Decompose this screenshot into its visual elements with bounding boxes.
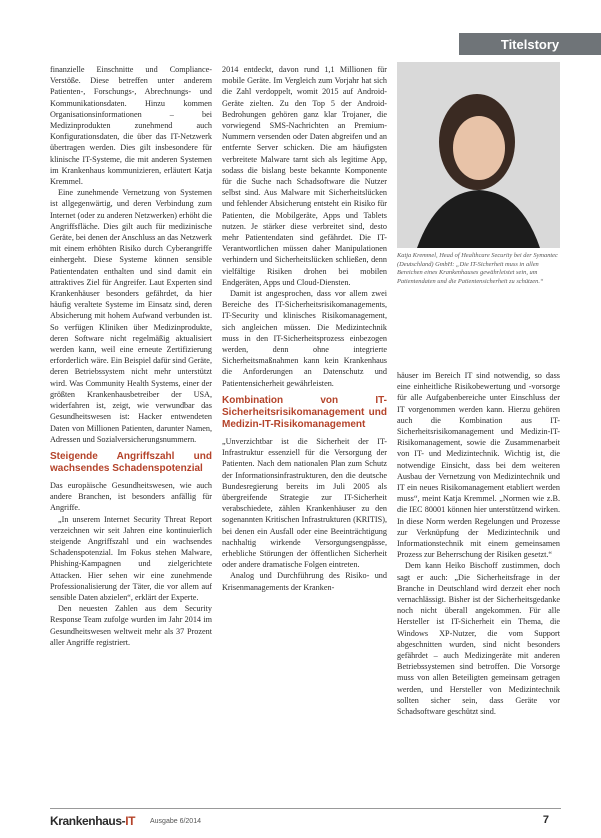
photo-caption: Katja Kremmel, Head of Healthcare Security bei der Symantec (Deutschland) GmbH: „Die IT-Sicherheit muss in allen Bereichen eines Krankenhauses gewährleistet sein, um Patientendaten und die Patientensicherheit zu schützen.“ xyxy=(397,252,558,285)
paragraph: Dem kann Heiko Bischoff zustimmen, doch sagt er auch: „Die Sicherheitsfrage in der Branche in Deutschland wird derzeit eher noch vernachlässigt. Bisher ist der Sicherheitsgedanke noch nicht überall angekommen. Für alle Hersteller ist IT-Sicherheit ein Thema, die Windows XP-Nutzer, die vom Support abgeschnitten wurden, sind nicht besonders gefährdet – auch Medizingeräte mit anderen Betriebssystemen sind betroffen. Die Vorsorge muss von allen Beteiligten gemeinsam getragen werden, und Hersteller von Medizintechnik sollten sicher sein, dass Geräte vor Schadsoftware geschützt sind. xyxy=(397,561,560,717)
portrait-photo xyxy=(397,62,560,248)
page-number: 7 xyxy=(542,814,549,826)
paragraph: häuser im Bereich IT sind notwendig, so dass eine einheitliche Risikobewertung und -vorsorge für alle Aufgabenbereiche unter Einschluss der IT vorgenommen werden kann. Hierzu gehören auch die Kombination aus IT-Sicherheitsrisikomanagement und Medizin-IT-Risikomanagement, sowie die Zusammenarbeit von IT- und Medizintechnik. Wichtig ist, die notwendige Einsicht, dass bei dem weiteren Ausbau der Vernetzung von Medizintechnik und IT ein neues Risikomanagement etabliert werden muss“, meint Katja Kremmel. „Normen wie z.B. die IEC 80001 können hier unterstützend wirken. In diese Norm werden Regelungen und Prozesse zur Verknüpfung der Medizintechnik und Informationstechnik mit einem gemeinsamen Prozess zur Beherrschung der Risiken gesetzt.“ xyxy=(397,371,560,560)
logo-text: Krankenhaus- xyxy=(50,814,126,828)
issue-label: Ausgabe 6/2014 xyxy=(150,818,201,825)
magazine-logo xyxy=(50,814,135,828)
paragraph: Das europäische Gesundheitswesen, wie auch andere Branchen, ist besonders anfällig für Angriffe. xyxy=(50,480,212,513)
portrait-image xyxy=(397,62,560,248)
paragraph: „Unverzichtbar ist die Sicherheit der IT-Infrastruktur essenziell für die Versorgung der Patienten. Nach dem nationalen Plan zum Schutz der Informationsinfrastrukturen, den die deutsche Bundesregierung bereits im Juli 2005 als übergreifende Strategie zur IT-Sicherheit verabschiedete, zählen Krankenhäuser zu den sogenannten Kritischen Infrastrukturen (KRITIS), bei denen ein Ausfall oder eine Beeinträchtigung nachhaltig wirkende Versorgungsengpässe, erhebliche Störungen der öffentlichen Sicherheit oder andere dramatische Folgen eintreten. xyxy=(222,436,387,570)
column-1 xyxy=(50,64,212,648)
section-tag: Titelstory xyxy=(459,33,601,55)
paragraph: Analog und Durchführung des Risiko- und Krisenmanagements der Kranken- xyxy=(222,571,387,592)
paragraph: finanzielle Einschnitte und Compliance-Verstöße. Diese betreffen unter anderem Patienten-, Forschungs-, Abrechnungs- und Kommunikationsdaten. Hinzu kommen Organisationsinformationen – bei Medizinprodukten zunehmend auch Konfigurationsdaten, die über das IT-Netzwerk übertragen werden. Dies gilt insbesondere für klinische IT-Systeme, die mit anderen Systemen im Krankenhaus kommunizieren, erläutert Katja Kremmel. xyxy=(50,65,212,187)
paragraph: Den neuesten Zahlen aus dem Security Response Team zufolge wurden im Jahr 2014 im Gesundheitswesen weltweit mehr als 37 Prozent aller Angriffe registriert. xyxy=(50,604,212,647)
column-3 xyxy=(397,370,560,717)
column-2 xyxy=(222,64,387,593)
paragraph: Eine zunehmende Vernetzung von Systemen ist allgegenwärtig, und deren Verbindung zum Internet (oder zu anderen Netzwerken) erhöht die Angriffsfläche. Dies gilt auch für medizinische Geräte, bei denen der Anschluss an das Netzwerk mit einem erhöhten Risiko durch Cyberangriffe einhergeht. Diese Systeme können sensible Patientendaten enthalten und sind damit ein attraktives Ziel für Angreifer. Laut Experten sind Krankenhäuser besonders gefährdet, da hier häufig veraltete Systeme im Einsatz sind, deren Absicherung mit hohem Aufwand verbunden ist. So verfügen Kliniken über Medizinprodukte, deren Software nicht regelmäßig aktualisiert werden kann, weil eine erneute Zertifizierung erforderlich wäre. Ein Beispiel dafür sind Geräte, deren Betriebssystem nicht mehr unterstützt wird. Was Community Health Systems, einer der größten Krankenhausbetreiber der USA, widerfahren ist, zeigt, wie verwundbar das Gesundheitswesen ist: Hacker entwendeten Daten von Millionen Patienten, darunter Namen, Adressen und Sozialversicherungsnummern. xyxy=(50,188,212,444)
paragraph: Damit ist angesprochen, dass vor allem zwei Bereiche des IT-Sicherheitsrisikomanagements, IT-Security und klinisches Risikomanagement, sich angleichen müssen. Die Medizintechnik muss in den IT-Sicherheitsprozess einbezogen werden, denn ohne integrierte Sicherheitsmaßnahmen kann kein Krankenhaus die Anforderungen an Datenschutz und Patientensicherheit gewährleisten. xyxy=(222,289,387,388)
subheading-1: Steigende Angriffszahl und wachsendes Schadenspotenzial xyxy=(50,450,212,474)
logo-it: IT xyxy=(125,814,136,828)
paragraph: 2014 entdeckt, davon rund 1,1 Millionen für mobile Geräte. Im Vergleich zum Vorjahr hat sich die Zahl verdoppelt, womit 2015 auf Android-Geräte zielten. Zu den Top 5 der Android-Bedrohungen gehören ganz klar Trojaner, die vorwiegend SMS-Nachrichten an Premium-Nummern versenden oder Daten abgreifen und an entfernte Server schicken. Die am häufigsten verbreitete Malware tarnt sich als legitime App, sodass die bislang beste bekannte Komponente für die Suche nach Schadsoftware die Nutzer selbst sind. Aus Malware mit Sicherheitslücken und fehlender Absicherung entsteht ein Risiko für Patienten, die Mobilgeräte, Apps und Tablets nutzen. Je stärker diese verbreitet sind, desto mehr Patientendaten sind gefährdet. Die IT-Verantwortlichen müssen daher Manipulationen verhindern und Sicherheitslücken schließen, denn vielfältige Risiken drohen bei mobilen Endgeräten, Apps und Cloud-Diensten. xyxy=(222,65,387,287)
paragraph: „In unserem Internet Security Threat Report verzeichnen wir seit Jahren eine kontinuierlich steigende Angriffszahl und ein wachsendes Schadenspotenzial. Im Fokus stehen Malware, Phishing-Kampagnen und zielgerichtete Attacken. Hier sehen wir eine zunehmende Professionalisierung der Täter, die vor allem auf sensible Daten abzielen“, erklärt der Experte. xyxy=(50,514,212,602)
subheading-2: Kombination von IT-Sicherheitsrisikomanagement und Medizin-IT-Risikomanagement xyxy=(222,394,387,430)
footer-divider xyxy=(50,808,561,809)
